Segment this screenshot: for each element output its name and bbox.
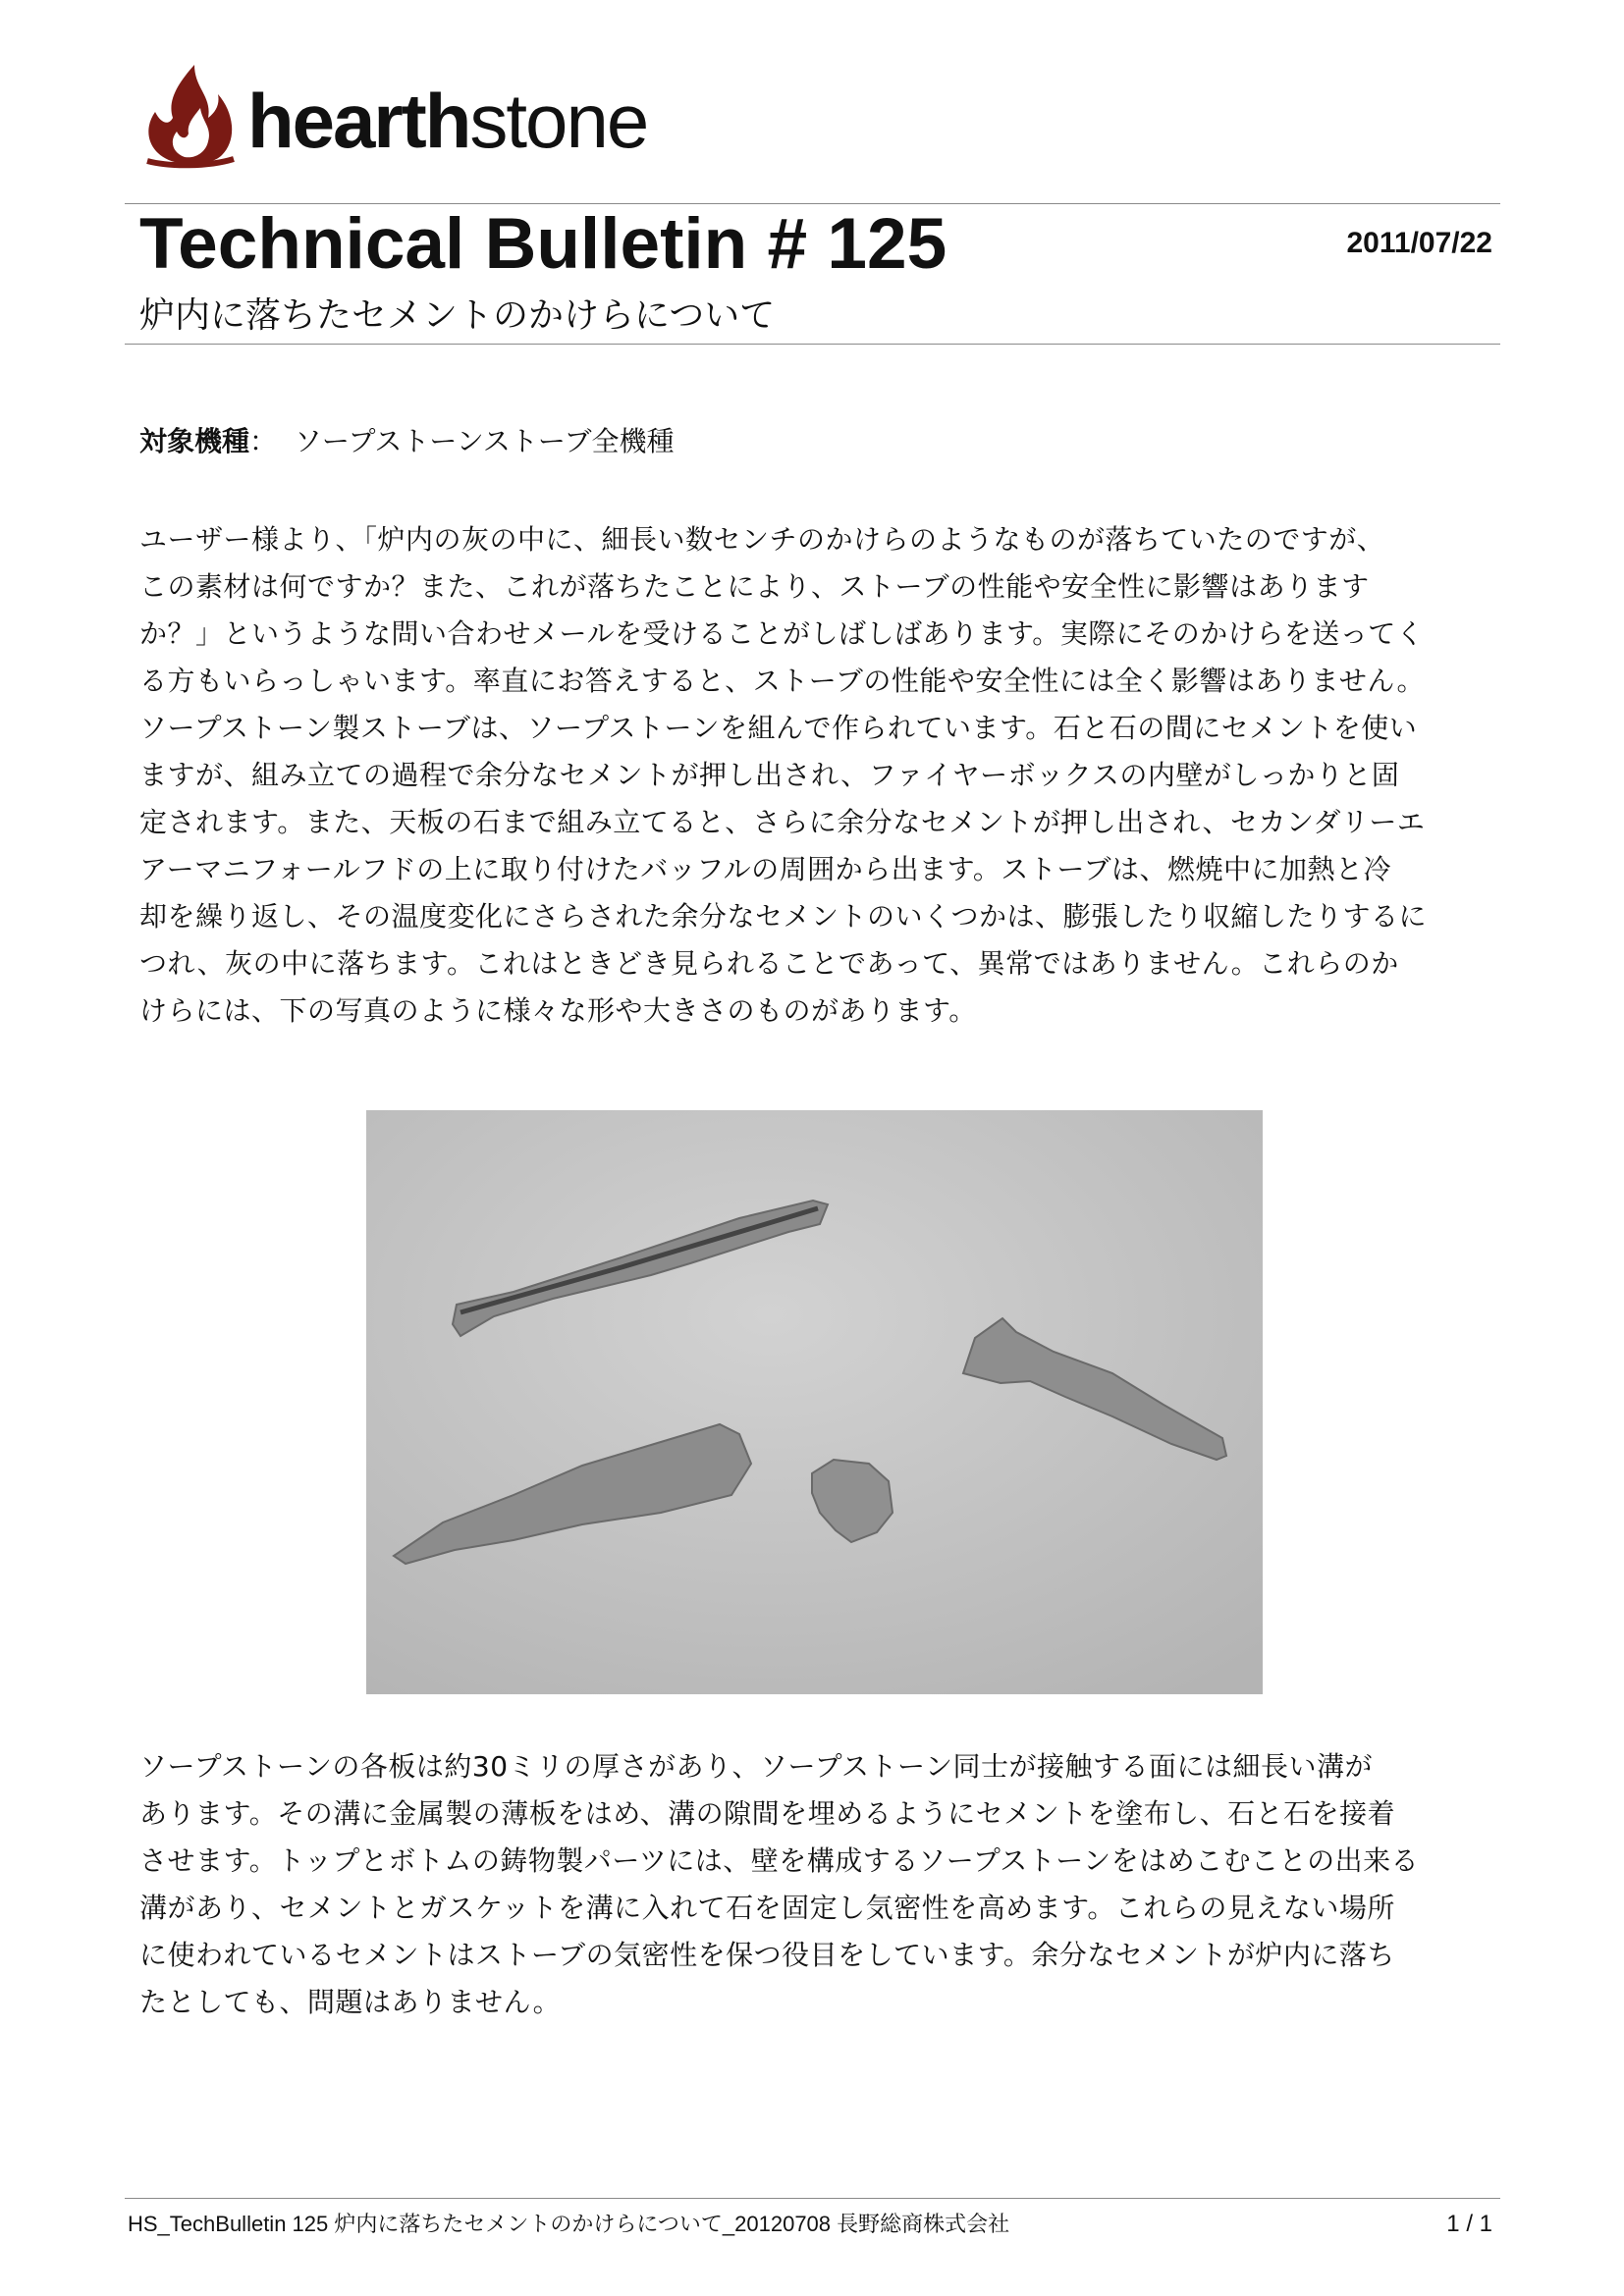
page-title: Technical Bulletin # 125 (139, 204, 947, 284)
logo-text-light: stone (469, 78, 648, 164)
paragraph-line: あります。その溝に金属製の薄板をはめ、溝の隙間を埋めるようにセメントを塗布し、石と石を接着 (139, 1797, 1396, 1830)
paragraph-line: けらには、下の写真のように様々な形や大きさのものがあります。 (139, 994, 977, 1027)
logo-text-bold: hearth (247, 78, 470, 164)
paragraph-line: 溝があり、セメントとガスケットを溝に入れて石を固定し気密性を高めます。これらの見えない場所 (139, 1892, 1395, 1924)
target-value: ソープストーンストーブ全機種 (294, 425, 675, 457)
body-paragraph-2 (139, 1743, 1534, 2026)
header-bottom-rule (125, 344, 1500, 345)
paragraph-line: ソープストーンの各板は約30ミリの厚さがあり、ソープストーン同士が接触する面には細長い溝が (139, 1750, 1373, 1783)
page-subtitle: 炉内に落ちたセメントのかけらについて (139, 295, 776, 336)
paragraph-line: させます。トップとボトムの鋳物製パーツには、壁を構成するソープストーンをはめこむことの出来る (139, 1844, 1420, 1877)
paragraph-line: ますが、組み立ての過程で余分なセメントが押し出され、ファイヤーボックスの内壁がしっかりと固 (139, 759, 1400, 791)
flame-icon (147, 65, 234, 165)
paragraph-line: ソープストーン製ストーブは、ソープストーンを組んで作られています。石と石の間にセメントを使い (139, 712, 1418, 744)
footer-rule (125, 2198, 1500, 2199)
paragraph-line: る方もいらっしゃいます。率直にお答えすると、ストーブの性能や安全性には全く影響はありません。 (139, 665, 1426, 697)
footer-document-info: HS_TechBulletin 125 炉内に落ちたセメントのかけらについて_20120708 長野総商株式会社 (128, 2212, 1010, 2236)
paragraph-line: つれ、灰の中に落ちます。これはときどき見られることであって、異常ではありません。これらのか (139, 947, 1399, 980)
target-models (139, 422, 675, 461)
paragraph-line: に使われているセメントはストーブの気密性を保つ役目をしています。余分なセメントが炉内に落ち (139, 1939, 1395, 1971)
paragraph-line: アーマニフォールフドの上に取り付けたバッフルの周囲から出ます。ストーブは、燃焼中に加熱と冷 (139, 853, 1391, 885)
paragraph-line: 定されます。また、天板の石まで組み立てると、さらに余分なセメントが押し出され、セカンダリーエ (139, 806, 1426, 838)
svg-text:hearthstone (247, 78, 647, 164)
body-paragraph-1 (139, 516, 1534, 1035)
paragraph-line: たとしても、問題はありません。 (139, 1986, 562, 2018)
target-separator: ： (249, 425, 278, 457)
bulletin-date: 2011/07/22 (1346, 227, 1492, 259)
paragraph-line: 却を繰り返し、その温度変化にさらされた余分なセメントのいくつかは、膨張したり収縮したりするに (139, 900, 1428, 933)
paragraph-line: この素材は何ですか？また、これが落ちたことにより、ストーブの性能や安全性に影響はあります (139, 570, 1370, 603)
paragraph-line: ユーザー様より、「炉内の灰の中に、細長い数センチのかけらのようなものが落ちていたのですが、 (139, 523, 1385, 556)
hearthstone-logo (139, 61, 689, 169)
paragraph-line: か？」というような問い合わせメールを受けることがしばしばあります。実際にそのかけらを送ってく (139, 617, 1425, 650)
page-number: 1 / 1 (1446, 2211, 1492, 2237)
target-label: 対象機種 (139, 425, 250, 457)
cement-fragments-photo (366, 1110, 1263, 1694)
